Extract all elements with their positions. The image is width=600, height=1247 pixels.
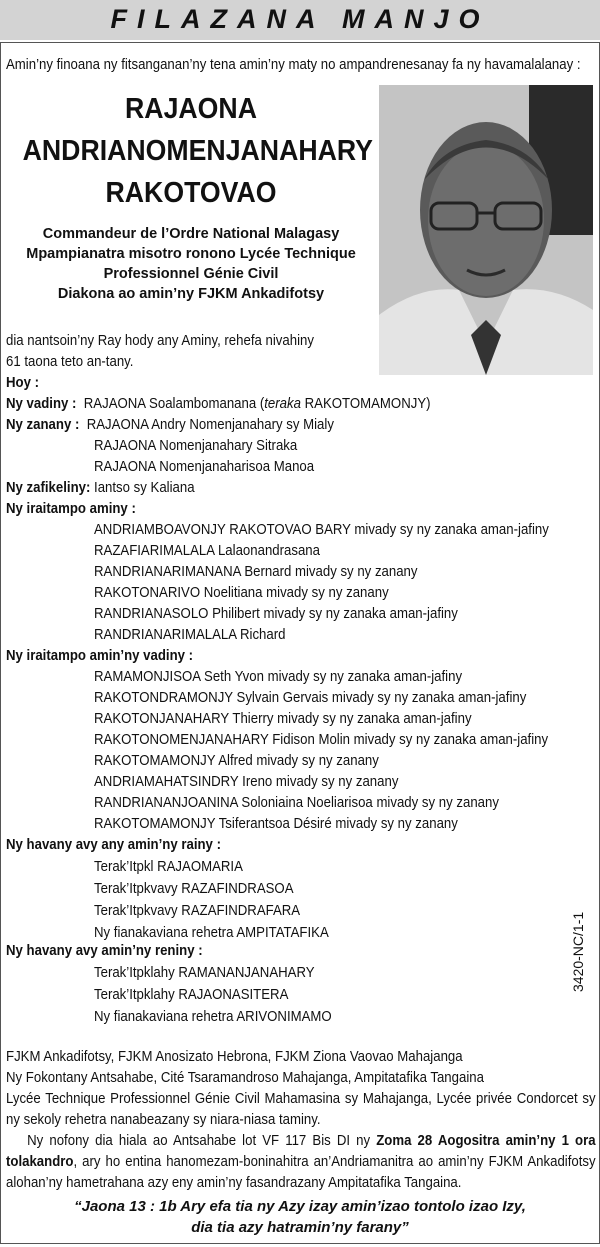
havany-reniny-label: Ny havany avy amin’ny reniny :: [6, 942, 203, 959]
havany-rainy-label: Ny havany avy any amin’ny rainy :: [6, 836, 221, 853]
iraitampo-vadiny-item: RAKOTOMAMONJY Alfred mivady sy ny zanany: [94, 752, 379, 769]
iraitampo-vadiny-item: ANDRIAMAHATSINDRY Ireno mivady sy ny zanany: [94, 773, 399, 790]
hoy-label: Hoy :: [6, 374, 39, 391]
deceased-name-line-3: RAKOTOVAO: [105, 177, 277, 209]
closing-schools: Lycée Technique Professionnel Génie Civil Mahamasina sy Mahajanga, Lycée privée Condorcet sy ny sekoly rehetra nanabeazany sy niara-niasa taminy.: [6, 1090, 596, 1128]
iraitampo-item: RANDRIANASOLO Philibert mivady sy ny zanaka aman-jafiny: [94, 605, 458, 622]
vadiny-row: [6, 393, 431, 414]
havany-rainy-item: Terak’Itpkvavy RAZAFINDRASOA: [94, 880, 294, 897]
iraitampo-item: RAKOTONARIVO Noelitiana mivady sy ny zanany: [94, 584, 389, 601]
vadiny-label: Ny vadiny :: [6, 395, 77, 412]
iraitampo-vadiny-label: Ny iraitampo amin’ny vadiny :: [6, 647, 194, 664]
masthead-title: FILAZANA MANJO: [0, 0, 600, 40]
closing-fokontany: Ny Fokontany Antsahabe, Cité Tsaramandroso Mahajanga, Ampitatafika Tangaina: [6, 1069, 484, 1086]
iraitampo-item: RAZAFIARIMALALA Lalaonandrasana: [94, 542, 320, 559]
portrait-photo: [379, 85, 593, 375]
havany-rainy-item: Terak’Itpkl RAJAOMARIA: [94, 858, 243, 875]
havany-reniny-item: Terak’Itpklahy RAMANANJANAHARY: [94, 964, 315, 981]
iraitampo-label: Ny iraitampo aminy :: [6, 500, 136, 517]
closing-churches: FJKM Ankadifotsy, FJKM Anosizato Hebrona, FJKM Ziona Vaovao Mahajanga: [6, 1048, 463, 1065]
zafikeliny-row: [6, 477, 195, 498]
havany-rainy-item: Ny fianakaviana rehetra AMPITATAFIKA: [94, 924, 329, 941]
iraitampo-vadiny-item: RAKOTONOMENJANAHARY Fidison Molin mivady sy ny zanaka aman-jafiny: [94, 731, 549, 748]
bible-quote-line-2: dia tia azy hatramin’ny farany”: [191, 1219, 409, 1236]
deceased-title-3: Professionnel Génie Civil: [103, 266, 279, 282]
deceased-title-4: Diakona ao amin’ny FJKM Ankadifotsy: [57, 286, 325, 302]
iraitampo-item: RANDRIANARIMALALA Richard: [94, 626, 286, 643]
intro-text: Amin’ny finoana ny fitsanganan’ny tena amin’ny maty no ampandrenesanay fa ny havamalalanay :: [6, 56, 581, 73]
zanany-label: Ny zanany :: [6, 416, 80, 433]
zafikeliny-label: Ny zafikeliny:: [6, 479, 91, 496]
zanany-item: RAJAONA Nomenjanahary Sitraka: [94, 437, 298, 454]
iraitampo-vadiny-item: RAKOTONDRAMONJY Sylvain Gervais mivady sy ny zanaka aman-jafiny: [94, 689, 527, 706]
havany-reniny-item: Terak’Itpklahy RAJAONASITERA: [94, 986, 289, 1003]
death-line-1: dia nantsoin’ny Ray hody any Aminy, rehefa nivahiny: [6, 332, 314, 349]
vadiny-maiden: RAKOTOMAMONJY): [300, 395, 431, 412]
havany-reniny-item: Ny fianakaviana rehetra ARIVONIMAMO: [94, 1008, 332, 1025]
iraitampo-vadiny-item: RAKOTOMAMONJY Tsiferantsoa Désiré mivady sy ny zanany: [94, 815, 458, 832]
iraitampo-vadiny-item: RANDRIANANJOANINA Soloniaina Noeliarisoa mivady sy ny zanany: [94, 794, 499, 811]
havany-rainy-item: Terak’Itpkvavy RAZAFINDRAFARA: [94, 902, 301, 919]
iraitampo-vadiny-item: RAKOTONJANAHARY Thierry mivady sy ny zanaka aman-jafiny: [94, 710, 472, 727]
vadiny-teraka: teraka: [264, 395, 301, 412]
deceased-title-2: Mpampianatra misotro ronono Lycée Technique: [26, 246, 356, 262]
vadiny-name: RAJAONA Soalambomanana (: [83, 395, 265, 412]
deceased-name-line-2: ANDRIANOMENJANAHARY: [22, 135, 373, 167]
zafikeliny-value: Iantso sy Kaliana: [94, 479, 195, 496]
zanany-row: [6, 414, 334, 435]
funeral-details: [6, 1130, 596, 1193]
deceased-title-1: Commandeur de l’Ordre National Malagasy: [42, 226, 340, 242]
zanany-item: RAJAONA Andry Nomenjanahary sy Mialy: [86, 416, 334, 433]
deceased-name-line-1: RAJAONA: [125, 93, 257, 125]
funeral-location: Ny nofony dia hiala ao Antsahabe lot VF 117 Bis DI ny: [27, 1132, 377, 1149]
funeral-date: Zoma 28 Aogositra amin’ny 1 ora tolakandro: [6, 1132, 596, 1170]
iraitampo-vadiny-item: RAMAMONJISOA Seth Yvon mivady sy ny zanaka aman-jafiny: [94, 668, 463, 685]
funeral-ceremony: , ary ho entina hanomezam-boninahitra an’Andriamanitra ao amin’ny FJKM Ankadifotsy alohan’ny hametrahana azy eny amin’ny fasandrazany Ampitatafika Tangaina.: [6, 1153, 596, 1191]
bible-quote-line-1: “Jaona 13 : 1b Ary efa tia ny Azy izay amin’izao tontolo izao Izy,: [74, 1198, 526, 1215]
reference-code: 3420-NC/1-1: [570, 911, 586, 992]
zanany-item: RAJAONA Nomenjanaharisoa Manoa: [94, 458, 315, 475]
iraitampo-item: RANDRIANARIMANANA Bernard mivady sy ny zanany: [94, 563, 418, 580]
iraitampo-item: ANDRIAMBOAVONJY RAKOTOVAO BARY mivady sy ny zanaka aman-jafiny: [94, 521, 549, 538]
death-line-2: 61 taona teto an-tany.: [6, 353, 134, 370]
